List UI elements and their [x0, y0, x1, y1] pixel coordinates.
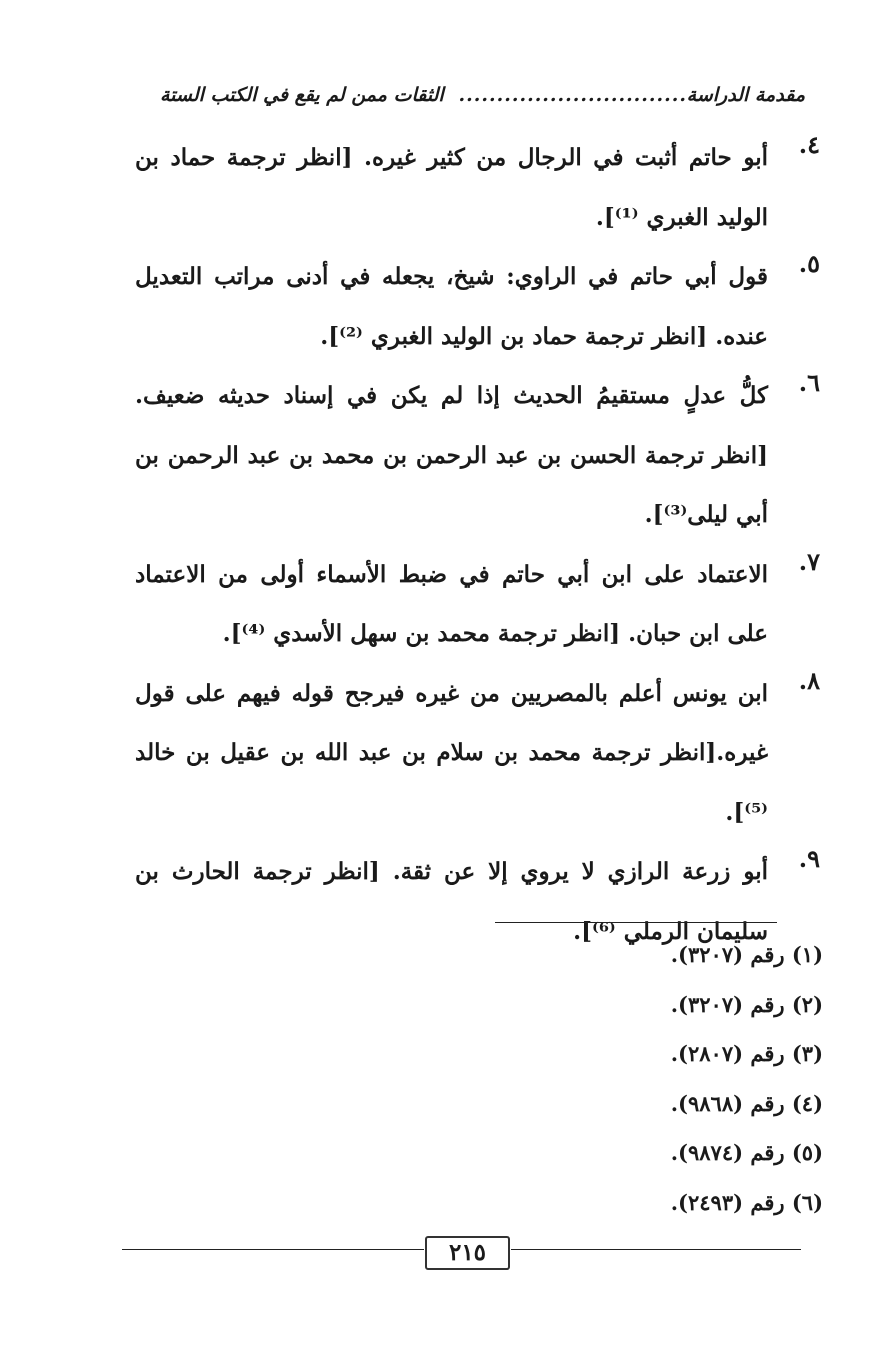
list-item: [135, 247, 820, 366]
item-text: الاعتماد على ابن أبي حاتم في ضبط الأسماء أولى من الاعتماد على ابن حبان. [انظر ترجمة محمد بن سهل الأسدي ⁽⁴⁾].: [135, 560, 768, 647]
list-item: [135, 366, 820, 545]
rules-list: [135, 128, 820, 961]
item-text: كلُّ عدلٍ مستقيمُ الحديث إذا لم يكن في إسناد حديثه ضعيف. [انظر ترجمة الحسن بن عبد الرحمن بن محمد بن عبد الرحمن بن أبي ليلى⁽³⁾].: [135, 382, 768, 528]
footnotes-list: [523, 940, 823, 1237]
footnote: (١) رقم (٣٢٠٧).: [670, 942, 823, 967]
footnote-separator: [495, 922, 777, 923]
item-text: قول أبي حاتم في الراوي: شيخ، يجعله في أدنى مراتب التعديل عنده. [انظر ترجمة حماد بن الوليد الغبري ⁽²⁾].: [135, 263, 768, 350]
item-number: ٦.: [798, 368, 820, 397]
item-text: أبو زرعة الرازي لا يروي إلا عن ثقة. [انظر ترجمة الحارث بن سليمان الرملي ⁽⁶⁾].: [135, 858, 768, 945]
footer-rule-left: [122, 1249, 424, 1250]
header-book-title: الثقات ممن لم يقع في الكتب الستة: [160, 84, 444, 106]
page-number: ٢١٥: [425, 1236, 510, 1270]
header-leader-dots: ..............................: [458, 84, 687, 106]
item-number: ٥.: [798, 249, 820, 278]
item-text: ابن يونس أعلم بالمصريين من غيره فيرجح قوله فيهم على قول غيره.[انظر ترجمة محمد بن سلام بن عبد الله بن عقيل بن خالد ⁽⁵⁾].: [135, 679, 768, 826]
item-number: ٤.: [798, 130, 820, 159]
footnote: (٦) رقم (٢٤٩٣).: [670, 1189, 823, 1215]
list-item: [135, 128, 820, 247]
footnote: (٤) رقم (٩٨٦٨).: [670, 1090, 823, 1116]
item-text: أبو حاتم أثبت في الرجال من كثير غيره. [انظر ترجمة حماد بن الوليد الغبري ⁽¹⁾].: [135, 144, 768, 231]
item-number: ٩.: [798, 844, 820, 873]
footnote: (٢) رقم (٣٢٠٧).: [670, 991, 823, 1017]
footnote: (٥) رقم (٩٨٧٤).: [670, 1140, 823, 1165]
list-item: [135, 545, 820, 664]
header-section-title: مقدمة الدراسة: [686, 84, 805, 106]
item-number: ٨.: [798, 665, 820, 695]
item-number: ٧.: [798, 546, 820, 576]
footnote: (٣) رقم (٢٨٠٧).: [670, 1041, 823, 1066]
list-item: [135, 664, 820, 843]
footer-rule-right: [511, 1249, 801, 1250]
running-header: [160, 84, 805, 114]
